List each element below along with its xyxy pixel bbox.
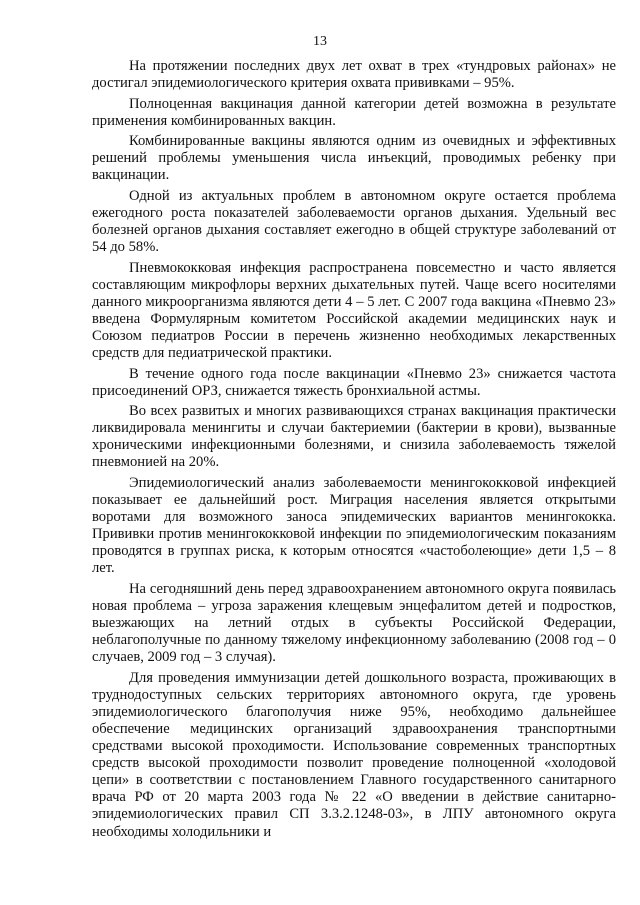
paragraph-2: Полноценная вакцинация данной категории детей возможна в результате применения комбинированных вакцин. <box>92 95 616 129</box>
paragraph-7: Во всех развитых и многих развивающихся странах вакцинация практически ликвидировала менингиты и случаи бактериемии (бактерии в крови), вызванные хроническими инфекционными болезнями, и снизила заболеваемость тяжелой пневмонией на 20%. <box>92 403 616 471</box>
paragraph-5: Пневмококковая инфекция распространена повсеместно и часто является составляющим микрофлоры верхних дыхательных путей. Чаще всего носителями данного микроорганизма являются дети 4 – 5 лет. С 2007 года вакцина «Пневмо 23» введена Формулярным комитетом Российской академии медицинских наук и Союзом педиатров России в перечень жизненно необходимых лекарственных средств для педиатрической практики. <box>92 259 616 362</box>
paragraph-8: Эпидемиологический анализ заболеваемости менингококковой инфекцией показывает ее дальнейший рост. Миграция населения является открытыми воротами для возможного заноса эпидемических вариантов менингококка. Прививки против менингококковой инфекции по эпидемиологическим показаниям проводятся в группах риска, к которым относятся «частоболеющие» дети 1,5 – 8 лет. <box>92 474 616 577</box>
paragraph-3: Комбинированные вакцины являются одним из очевидных и эффективных решений проблемы уменьшения числа инъекций, проводимых ребенку при вакцинации. <box>92 133 616 184</box>
paragraph-6: В течение одного года после вакцинации «Пневмо 23» снижается частота присоединений ОРЗ, снижается тяжесть бронхиальной астмы. <box>92 365 616 399</box>
paragraph-9: На сегодняшний день перед здравоохранением автономного округа появилась новая проблема – угроза заражения клещевым энцефалитом детей и подростков, выезжающих на летний отдых в субъекты Российской Федерации, неблагополучные по данному тяжелому инфекционному заболеванию (2008 год – 0 случаев, 2009 год – 3 случая). <box>92 580 616 666</box>
paragraph-10: Для проведения иммунизации детей дошкольного возраста, проживающих в труднодоступных сельских территориях автономного округа, где уровень эпидемиологического благополучия ниже 95%, необходимо дальнейшее обеспечение медицинских организаций здравоохранения транспортными средствами высокой проходимости. Использование современных транспортных средств высокой проходимости позволит проведение полноценной «холодовой цепи» в соответствии с постановлением Главного государственного санитарного врача РФ от 20 марта 2003 года № 22 «О введении в действие санитарно-эпидемиологических правил СП 3.3.2.1248-03», в ЛПУ автономного округа необходимы холодильники и <box>92 669 616 840</box>
page-number: 13 <box>313 34 327 49</box>
paragraph-1: На протяжении последних двух лет охват в трех «тундровых районах» не достигал эпидемиологического критерия охвата прививками – 95%. <box>92 58 616 92</box>
document-body <box>92 58 616 844</box>
paragraph-4: Одной из актуальных проблем в автономном округе остается проблема ежегодного роста показателей заболеваемости органов дыхания. Удельный вес болезней органов дыхания составляет ежегодно в общей структуре заболеваний от 54 до 58%. <box>92 187 616 256</box>
